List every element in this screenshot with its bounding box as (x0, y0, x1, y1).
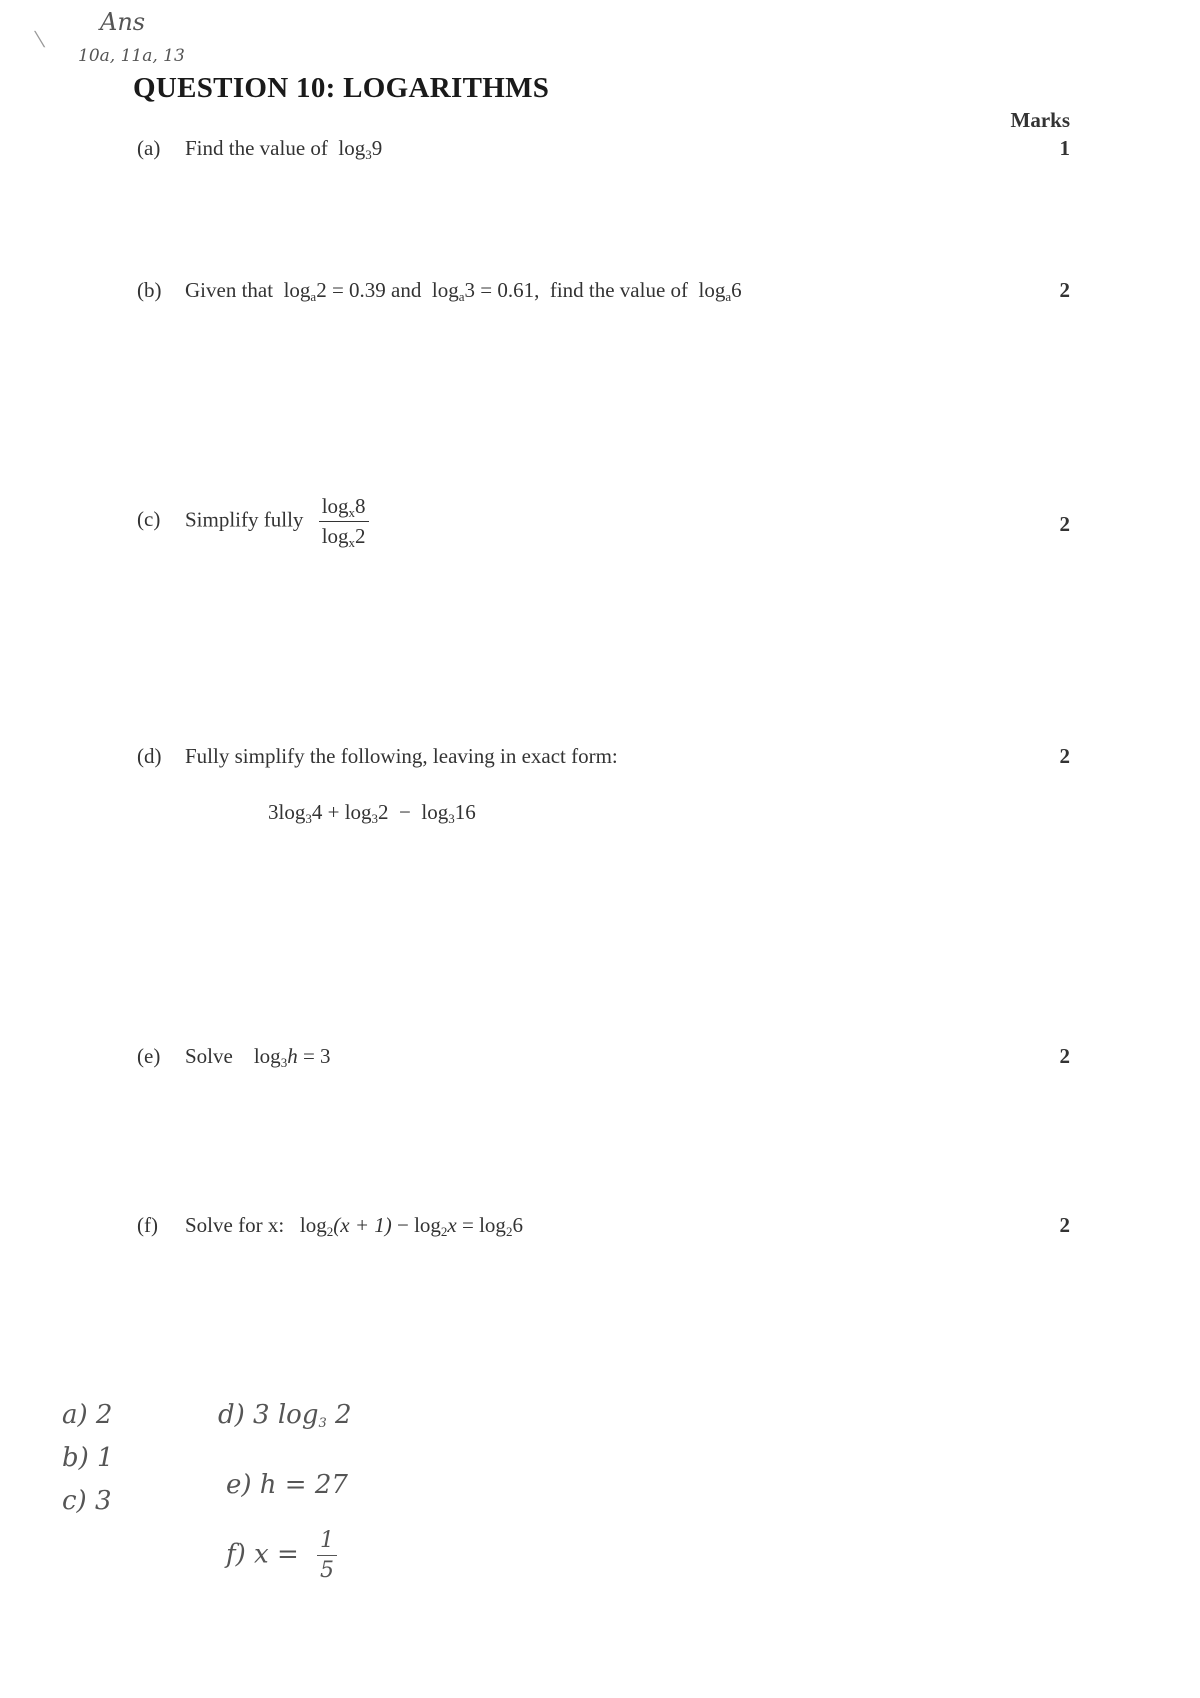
mark-c: 2 (1059, 512, 1070, 536)
annotation-ans: Ans (100, 8, 146, 36)
math-b-ask: $\log_a6$ (698, 278, 742, 304)
math-f: $\log_2(x + 1) - \log_2x = \log_26$ (299, 1213, 523, 1239)
math-b-eq1: $\log_a2 = 0.39$ (283, 278, 386, 304)
question-b-text-and: and (391, 278, 422, 302)
marks-column-header: Marks (1010, 108, 1070, 132)
question-c (137, 494, 369, 549)
question-e (137, 1044, 331, 1069)
math-b-eq2: $\log_a3 = 0.61$, (431, 278, 540, 304)
question-f-label: (f) (137, 1213, 158, 1237)
question-b-text-pre: Given that (185, 278, 274, 302)
question-b-text-post: find the value of (549, 278, 689, 302)
math-c-numerator: $\log_x8$ (319, 494, 369, 522)
answer-c: c) 3 (62, 1486, 112, 1516)
answer-d: d) 3 $\log_3 2$ (218, 1400, 352, 1431)
question-c-label: (c) (137, 507, 161, 532)
math-d-expression: $3\log_34 + \log_32 - \log_316$ (268, 800, 476, 826)
answer-b: b) 1 (62, 1443, 114, 1473)
question-c-text: Simplify fully (185, 507, 304, 532)
question-d-text: Fully simplify the following, leaving in exact form: (185, 744, 618, 768)
question-a-text: Find the value of (185, 136, 328, 160)
answer-a: a) 2 (62, 1400, 113, 1430)
question-f-text: Solve for x: (185, 1213, 285, 1237)
answer-e: e) h = 27 (226, 1470, 348, 1500)
question-e-label: (e) (137, 1044, 161, 1068)
question-f (137, 1213, 523, 1238)
mark-a: 1 (1059, 136, 1070, 160)
annotation-question-refs: 10a, 11a, 13 (78, 46, 185, 66)
question-a (137, 136, 382, 161)
mark-b: 2 (1059, 278, 1070, 302)
math-c-denominator: $\log_x2$ (321, 524, 366, 550)
question-b-label: (b) (137, 278, 162, 302)
corner-mark: ⟍ (30, 28, 46, 53)
mark-f: 2 (1059, 1213, 1070, 1237)
answer-f-fraction: $\frac{1}{5}$ (317, 1528, 337, 1583)
page-title: QUESTION 10: LOGARITHMS (133, 72, 550, 104)
math-c-fraction (319, 494, 369, 549)
answer-f: f) x = $\frac{1}{5}$ (226, 1528, 337, 1583)
mark-d: 2 (1059, 744, 1070, 768)
question-b (137, 278, 742, 303)
question-e-text: Solve (185, 1044, 233, 1068)
math-a: $\log_39$ (338, 136, 383, 162)
question-d-label: (d) (137, 744, 162, 768)
question-a-label: (a) (137, 136, 161, 160)
math-e: $\log_3h = 3$ (253, 1044, 331, 1070)
mark-e: 2 (1059, 1044, 1070, 1068)
question-d (137, 744, 618, 769)
